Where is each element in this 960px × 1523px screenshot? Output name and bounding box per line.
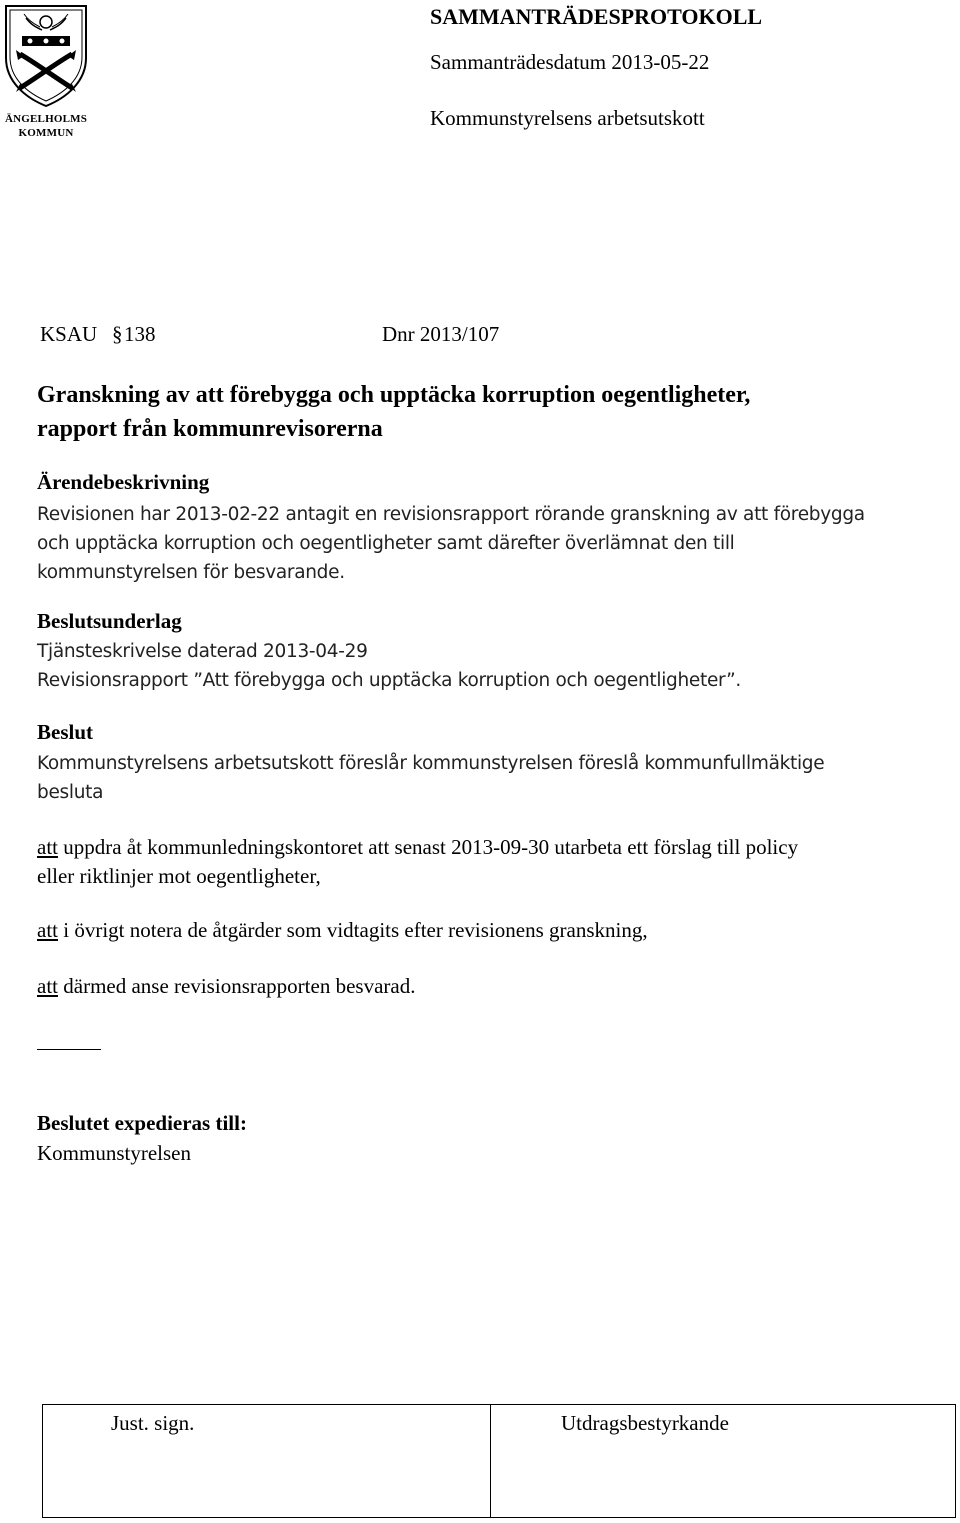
logo-text-line1: ÄNGELHOLMS — [4, 113, 88, 125]
diary-number: Dnr 2013/107 — [382, 322, 500, 346]
arendebeskrivning-text — [37, 500, 927, 587]
municipality-logo — [0, 0, 92, 140]
beslutsunderlag-item: Revisionsrapport ”Att förebygga och upptäcka korruption och oegentligheter”. — [37, 670, 741, 691]
heading-beslut: Beslut — [37, 720, 94, 744]
signature-divider — [490, 1405, 491, 1517]
beslut-intro-line1: Kommunstyrelsens arbetsutskott föreslår kommunstyrelsen föreslå kommunfullmäktige — [37, 753, 825, 774]
document-title — [37, 378, 937, 446]
arendebeskrivning-line3: kommunstyrelsen för besvarande. — [37, 562, 345, 583]
document-title-line2: rapport från kommunrevisorerna — [37, 416, 383, 442]
beslut-clause-3 — [37, 972, 927, 1001]
heading-beslutsunderlag: Beslutsunderlag — [37, 609, 182, 633]
just-sign-label: Just. sign. — [111, 1411, 195, 1435]
heading-expedieras: Beslutet expedieras till: — [37, 1111, 247, 1135]
att-keyword: att — [37, 918, 58, 942]
document-title-line1: Granskning av att förebygga och upptäcka korruption oegentligheter, — [37, 382, 751, 408]
beslut-intro — [37, 749, 927, 807]
utdragsbestyrkande-label: Utdragsbestyrkande — [561, 1411, 729, 1435]
coat-of-arms-icon — [0, 0, 92, 110]
heading-arendebeskrivning: Ärendebeskrivning — [37, 470, 210, 494]
case-number: 138 — [124, 322, 156, 346]
meeting-date: Sammanträdesdatum 2013-05-22 — [430, 50, 710, 74]
section-symbol: § — [112, 322, 123, 346]
att-keyword: att — [37, 835, 58, 859]
beslutsunderlag-item: Tjänsteskrivelse daterad 2013-04-29 — [37, 641, 368, 662]
case-code: KSAU — [40, 322, 98, 346]
signature-box — [42, 1404, 956, 1518]
clause-2-text: i övrigt notera de åtgärder som vidtagits efter revisionens granskning, — [58, 918, 648, 942]
clause-1-line2: eller riktlinjer mot oegentligheter, — [37, 864, 321, 888]
beslutsunderlag-list — [37, 637, 927, 695]
expedieras-recipient: Kommunstyrelsen — [37, 1141, 191, 1165]
protocol-title: SAMMANTRÄDESPROTOKOLL — [430, 4, 763, 29]
logo-text-line2: KOMMUN — [18, 127, 74, 139]
att-keyword: att — [37, 974, 58, 998]
arendebeskrivning-line1: Revisionen har 2013-02-22 antagit en revisionsrapport rörande granskning av att förebygga — [37, 504, 865, 525]
beslut-clause-1 — [37, 833, 927, 891]
separator-rule — [37, 1049, 101, 1050]
arendebeskrivning-line2: och upptäcka korruption och oegentligheter samt därefter överlämnat den till — [37, 533, 735, 554]
committee-name: Kommunstyrelsens arbetsutskott — [430, 106, 705, 130]
clause-1-line1: uppdra åt kommunledningskontoret att senast 2013-09-30 utarbeta ett förslag till policy — [58, 835, 799, 859]
clause-3-text: därmed anse revisionsrapporten besvarad. — [58, 974, 416, 998]
beslut-intro-line2: besluta — [37, 782, 104, 803]
beslut-clause-2 — [37, 916, 927, 945]
